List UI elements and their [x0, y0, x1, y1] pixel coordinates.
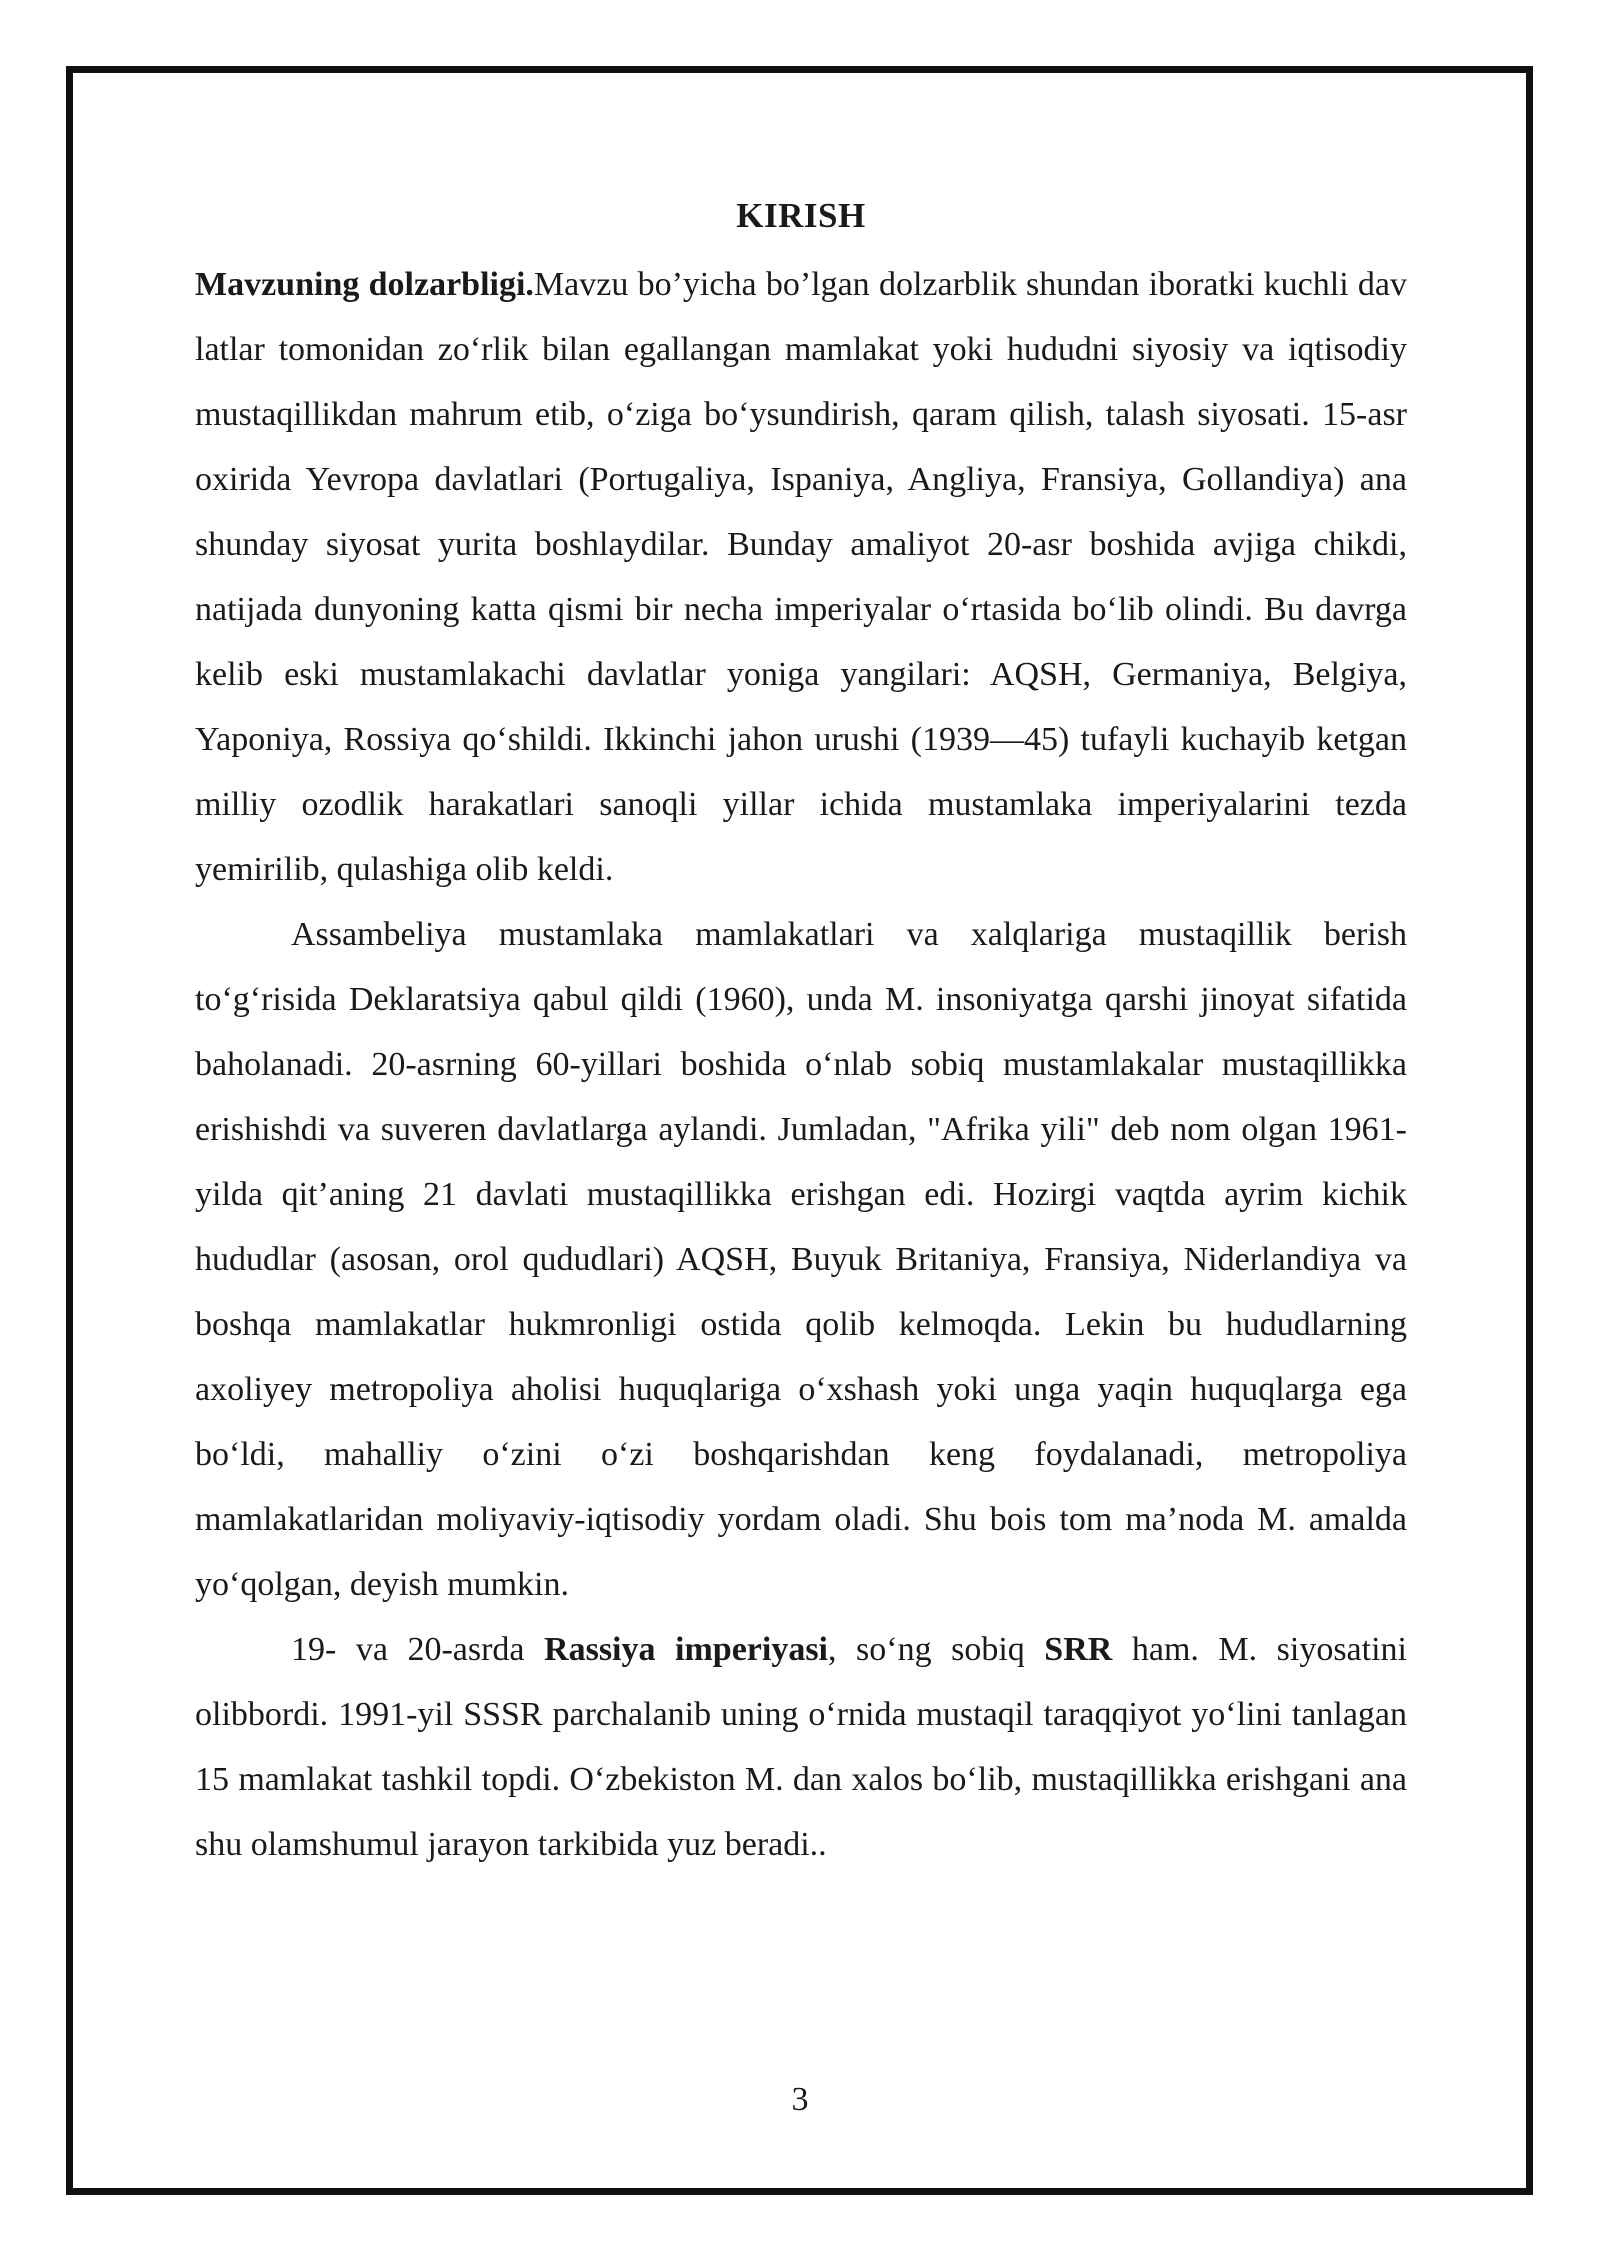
paragraph-text: 19- va 20-asrda: [291, 1631, 545, 1668]
paragraph-text: Assambeliya mustamlaka mamlakatlari va xalqlariga mustaqillik berish toʻgʻrisida Deklaratsiya qabul qildi (1960), unda M. insoniyatga qarshi jinoyat sifatida baholanadi. 20-asrning 60-yillari boshida oʻnlab sobiq mustamlakalar mustaqillikka erishishdi va suveren davlatlarga aylandi. Jumladan, "Afrika yili" deb nom olgan 1961-yilda qit’aning 21 davlati mustaqillikka erishgan edi. Hozirgi vaqtda ayrim kichik hududlar (asosan, orol qududlari) AQSH, Buyuk Britaniya, Fransiya, Niderlandiya va boshqa mamlakatlar hukmronligi ostida qolib kelmoqda. Lekin bu hududlarning axoliyey metropoliya aholisi huquqlariga oʻxshash yoki unga yaqin huquqlarga ega boʻldi, mahalliy oʻzini oʻzi boshqarishdan keng foydalanadi, metropoliya mamlakatlaridan moliyaviy-iqtisodiy yordam oladi. Shu bois tom ma’noda M. amalda yoʻqolgan, deyish mumkin.: [195, 916, 1407, 1603]
paragraph-assembly-declaration: [195, 902, 1407, 1617]
page-number: 3: [791, 2081, 809, 2118]
paragraph-text: Mavzu bo’yicha bo’lgan dolzarblik shundan iboratki kuchli dav latlar tomonidan zoʻrlik bilan egallangan mamlakat yoki hududni siyosiy va iqtisodiy mustaqillikdan mahrum etib, oʻziga boʻysundirish, qaram qilish, talash siyosati. 15-asr oxirida Yevropa davlatlari (Portugaliya, Ispaniya, Angliya, Fransiya, Gollandiya) ana shunday siyosat yurita boshlaydilar. Bunday amaliyot 20-asr boshida avjiga chikdi, natijada dunyoning katta qismi bir necha imperiyalar oʻrtasida boʻlib olindi. Bu davrga kelib eski mustamlakachi davlatlar yoniga yangilari: AQSH, Germaniya, Belgiya, Yaponiya, Rossiya qoʻshildi. Ikkinchi jahon urushi (1939—45) tufayli kuchayib ketgan milliy ozodlik harakatlari sanoqli yillar ichida mustamlaka imperiyalarini tezda yemirilib, qulashiga olib keldi.: [195, 266, 1408, 888]
bold-term-srr: SRR: [1044, 1631, 1113, 1668]
paragraph-text: , soʻng sobiq: [828, 1631, 1045, 1668]
paragraph-lead-heading: Mavzuning dolzarbligi.: [195, 266, 534, 303]
document-title: KIRISH: [736, 196, 866, 235]
document-body: [195, 188, 1407, 1877]
paragraph-text: ham. M. siyosatini olibbordi. 1991-yil SSSR parchalanib uning oʻrnida mustaqil taraqqiyot yoʻlini tanlagan 15 mamlakat tashkil topdi. Oʻzbekiston M. dan xalos boʻlib, mustaqillikka erishgani ana shu olamshumul jarayon tarkibida yuz beradi..: [195, 1631, 1407, 1863]
bold-term-russian-empire: Rassiya imperiyasi: [544, 1631, 828, 1668]
paragraph-russian-empire: [195, 1617, 1407, 1877]
paragraph-relevance: [195, 252, 1407, 902]
